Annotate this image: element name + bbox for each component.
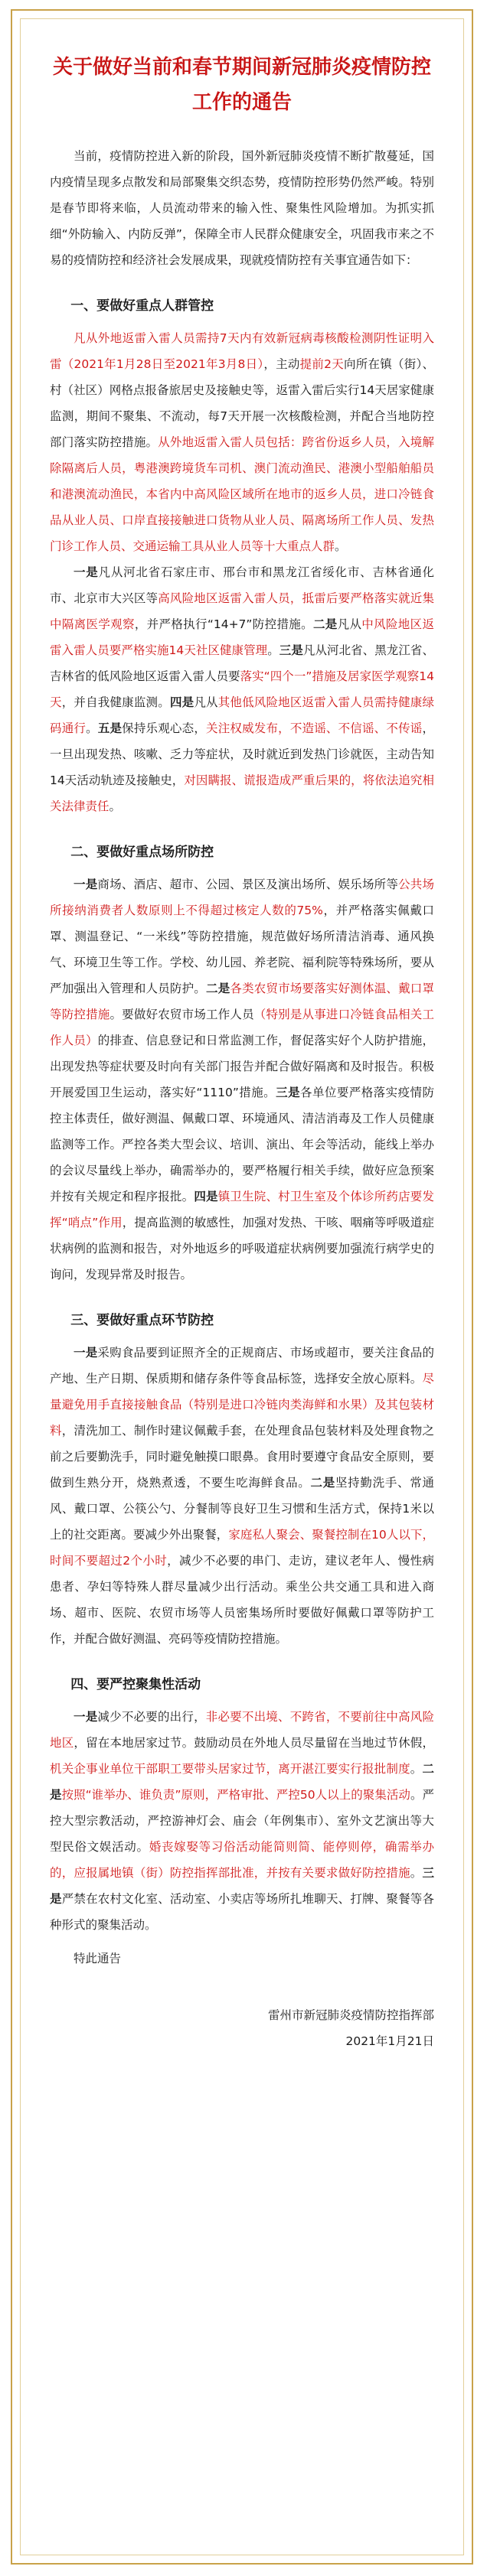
red-text: 从外地返雷入雷人员包括：跨省份返乡人员，入境解除隔离后人员，粤港澳跨境货车司机、澳门流动渔民、港澳小型船舶船员和港澳流动渔民，本省内中高风险区域所在地市的返乡人员，进口冷链食品从业人员、口岸直接接触进口货物从业人员、隔离场所工作人员、发热门诊工作人员、交通运输工具从业人员等十大重点人群 xyxy=(50,435,434,553)
red-text: 机关企事业单位干部职工要带头居家过节，离开湛江要实行报批制度 xyxy=(50,1762,410,1776)
text: 向所在镇（街）、村（社区）网格点报备旅居史及接触史等，返雷入雷后实行14天居家健康监测，期间不聚集、不流动，每7天开展一次核酸检测，并配合当地防控部门落实防控措施。 xyxy=(50,357,434,449)
red-text: 关注权威发布，不造谣、不信谣、不传谣 xyxy=(206,721,423,735)
text: ，清洗加工、制作时建议佩戴手套，在处理食品包装材料及处理食物之前之后要勤洗手，同时避免触摸口眼鼻。食用时要遵守食品安全原则，要做到生熟分开，烧熟煮透，不要生吃海鲜食品。 xyxy=(50,1424,434,1490)
red-text: 按照“谁举办、谁负责”原则，严格审批、严控50人以上的聚集活动 xyxy=(61,1788,410,1802)
text: ，主动 xyxy=(263,357,300,371)
text: 。 xyxy=(109,800,122,813)
text: 凡从 xyxy=(337,617,362,631)
item-lead: 三是 xyxy=(276,1086,301,1099)
text: ，留在本地居家过节。鼓励动员在外地人员尽量留在当地过节休假， xyxy=(74,1736,434,1750)
section-1-heading: 一、要做好重点人群管控 xyxy=(70,298,214,314)
text: 。 xyxy=(267,643,279,657)
red-text: 高风险地区返雷入雷人员，抵雷后要严格落实就近集中隔离医学观察 xyxy=(50,591,434,631)
notice-body xyxy=(20,18,464,2555)
item-lead: 二是 xyxy=(312,617,338,631)
text: ，一旦出现发热、咳嗽、乏力等症状，及时就近到发热门诊就医，主动告知14天活动轨迹及接触史， xyxy=(50,721,434,787)
text: 。严控大型宗教活动，严控游神灯会、庙会（年例集市）、室外文艺演出等大型民俗文娱活动。 xyxy=(50,1788,434,1854)
text: ，并严格执行“14+7”防控措施。 xyxy=(134,617,313,631)
item-lead: 一是 xyxy=(74,878,98,891)
item-lead: 四是 xyxy=(194,1190,218,1203)
section-2-paragraph xyxy=(50,871,434,1288)
text: 采购食品要到证照齐全的正规商店、市场或超市，要关注食品的产地、生产日期、保质期和储存条件等食品标签，选择安全放心原料。 xyxy=(50,1346,434,1386)
section-4-heading: 四、要严控聚集性活动 xyxy=(70,1677,201,1692)
item-lead: 一是 xyxy=(74,1710,98,1724)
item-lead: 五是 xyxy=(97,721,123,735)
red-text: （特别是从事进口冷链食品相关工作人员） xyxy=(50,1008,434,1047)
text: 凡从河北省石家庄市、邢台市和黑龙江省绥化市、吉林省通化市、北京市大兴区等 xyxy=(50,565,434,605)
red-text: 尽量避免用手直接接触食品（特别是进口冷链肉类海鲜和水果）及其包装材料 xyxy=(50,1372,434,1438)
item-lead: 二是 xyxy=(310,1476,335,1490)
text: 的排查、信息登记和日常监测工作，督促落实好个人防护措施，出现发热等症状要及时向有关部门报告并配合做好隔离和及时报告。积极开展爱国卫生运动，落实好“1110”措施。 xyxy=(50,1034,434,1099)
text: 严禁在农村文化室、活动室、小卖店等场所扎堆聊天、打牌、聚餐等各种形式的聚集活动。 xyxy=(50,1892,434,1932)
item-lead: 三是 xyxy=(279,643,303,657)
section-2-heading: 二、要做好重点场所防控 xyxy=(70,845,214,860)
red-text: 落实“四个一”措施及居家医学观察14天 xyxy=(50,669,434,709)
text: ，并自我健康监测。 xyxy=(61,695,170,709)
text: 。 xyxy=(86,721,98,735)
text: 。要做好农贸市场工作人员 xyxy=(109,1008,254,1021)
signature-date: 2021年1月21日 xyxy=(345,2034,434,2048)
red-text: 公共场所接纳消费者人数原则上不得超过核定人数的75% xyxy=(50,878,434,917)
text: 减少不必要的出行， xyxy=(97,1710,206,1724)
red-text: 凡从外地返雷入雷人员需持7天内有效新冠病毒核酸检测阴性证明入雷（2021年1月28日至2021年3月8日） xyxy=(50,331,434,371)
text: ，减少不必要的串门、走访，建议老年人、慢性病患者、孕妇等特殊人群尽量减少出行活动。乘坐公共交通工具和进入商场、超市、医院、农贸市场等人员密集场所时要做好佩戴口罩等防护工作，并配合做好测温、亮码等疫情防控措施。 xyxy=(50,1554,434,1646)
text: 凡从河北省、黑龙江省、吉林省的低风险地区返雷入雷人员要 xyxy=(50,643,434,683)
text: 凡从 xyxy=(194,695,218,709)
intro-paragraph: 当前，疫情防控进入新的阶段，国外新冠肺炎疫情不断扩散蔓延，国内疫情呈现多点散发和局部聚集交织态势，疫情防控形势仍然严峻。特别是春节即将来临，人员流动带来的输入性、聚集性风险增加。为抓实抓细“外防输入、内防反弹”，保障全市人民群众健康安全，巩固我市来之不易的疫情防控和经济社会发展成果，现就疫情防控有关事宜通告如下： xyxy=(50,149,434,267)
section-3-heading: 三、要做好重点环节防控 xyxy=(70,1313,214,1328)
red-text: 对因瞒报、谎报造成严重后果的，将依法追究相关法律责任 xyxy=(50,773,434,813)
text: 。 xyxy=(410,1762,423,1776)
text: 各单位要严格落实疫情防控主体责任，做好测温、佩戴口罩、环境通风、清洁消毒及工作人员健康监测等工作。严控各类大型会议、培训、演出、年会等活动，能线上举办的会议尽量线上举办，确需举办的，要严格履行相关手续，做好应急预案并按有关规定和程序报批。 xyxy=(50,1086,434,1203)
item-lead: 二是 xyxy=(206,982,230,995)
red-text: 镇卫生院、村卫生室及个体诊所药店要发挥“哨点”作用 xyxy=(50,1190,434,1229)
item-lead: 二是 xyxy=(50,1762,434,1802)
page-title: 关于做好当前和春节期间新冠肺炎疫情防控工作的通告 xyxy=(52,56,431,114)
text: 。 xyxy=(410,1866,423,1880)
closing-line: 特此通告 xyxy=(74,1952,122,1965)
signature-org: 雷州市新冠肺炎疫情防控指挥部 xyxy=(267,2008,434,2022)
section-3-paragraph xyxy=(50,1340,434,1652)
section-4-paragraph xyxy=(50,1704,434,1938)
text: 。 xyxy=(335,539,347,553)
section-1-paragraph-2 xyxy=(50,559,434,819)
item-lead: 三是 xyxy=(50,1866,434,1906)
red-text: 提前2天 xyxy=(299,357,345,371)
text: 坚持勤洗手、常通风、戴口罩、公筷公勺、分餐制等良好卫生习惯和生活方式，保持1米以上的社交距离。要减少外出聚餐， xyxy=(50,1476,434,1542)
red-text: 中风险地区返雷入雷人员要严格实施14天社区健康管理 xyxy=(50,617,434,657)
red-text: 非必要不出境、不跨省，不要前往中高风险地区 xyxy=(50,1710,434,1750)
red-text: 其他低风险地区返雷入雷人员需持健康绿码通行 xyxy=(50,695,434,735)
text: ，提高监测的敏感性，加强对发热、干咳、咽痛等呼吸道症状病例的监测和报告，对外地返乡的呼吸道症状病例要加强流行病学史的询问，发现异常及时报告。 xyxy=(50,1216,434,1281)
section-1-paragraph-1 xyxy=(50,325,434,559)
text: 保持乐观心态， xyxy=(122,721,207,735)
item-lead: 四是 xyxy=(169,695,194,709)
text: ，并严格落实佩戴口罩、测温登记、“一米线”等防控措施，规范做好场所清洁消毒、通风换气、环境卫生等工作。学校、幼儿园、养老院、福利院等特殊场所，要从严加强出入管理和人员防护。 xyxy=(50,904,434,995)
red-text: 婚丧嫁娶等习俗活动能简则简、能停则停，确需举办的，应报属地镇（街）防控指挥部批准，并按有关要求做好防控措施 xyxy=(50,1840,434,1880)
notice-frame xyxy=(11,9,473,2565)
item-lead: 一是 xyxy=(74,565,99,579)
red-text: 家庭私人聚会、聚餐控制在10人以下，时间不要超过2个小时 xyxy=(50,1528,434,1568)
text: 商场、酒店、超市、公园、景区及演出场所、娱乐场所等 xyxy=(97,878,399,891)
item-lead: 一是 xyxy=(74,1346,98,1360)
red-text: 各类农贸市场要落实好测体温、戴口罩等防控措施 xyxy=(50,982,434,1021)
